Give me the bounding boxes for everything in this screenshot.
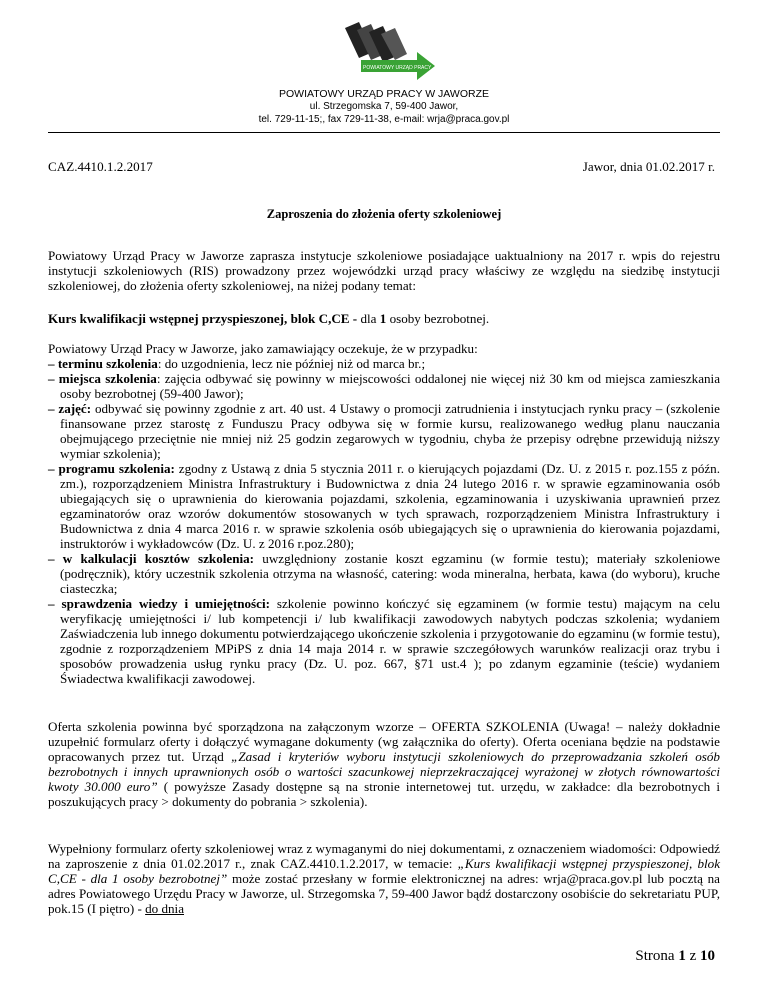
case-signature: CAZ.4410.1.2.2017	[48, 159, 153, 174]
list-item	[48, 461, 720, 551]
logo-caption: POWIATOWY URZĄD PRACY	[363, 65, 432, 71]
expectations-intro: Powiatowy Urząd Pracy w Jaworze, jako zamawiający oczekuje, że w przypadku:	[48, 341, 478, 356]
list-item	[48, 596, 720, 686]
submit-text-a: Wypełniony formularz oferty szkoleniowej wraz z wymaganymi do niej dokumentami, z oznaczeniem wiadomości: Odpowiedź na zaproszenie z dnia 01.02.2017 r., znak CAZ.4410.1.2.2017, w temacie:	[48, 841, 720, 871]
logo	[337, 22, 437, 80]
item-text: zgodny z Ustawą z dnia 5 stycznia 2011 r. o kierujących pojazdami (Dz. U. z 2015 r. poz.155 z późn. zm.), rozporządzeniem Ministra Infrastruktury i Budownictwa z dnia 24 lutego 2016 r. w sprawie egzaminowania osób ubiegających się o uprawnienia do kierowania pojazdami, szkolenia, egzaminowania i uzyskiwania uprawnień przez egzaminatorów oraz wzorów dokumentów stosowanych w tych sprawach, rozporządzeniem Ministra Infrastruktury i Budownictwa z dnia 4 marca 2016 r. w sprawie szkolenia osób ubiegających się o uprawnienia do kierowania pojazdami, instruktorów i wykładowców (Dz. U. z 2016 r.poz.280);	[60, 461, 721, 551]
item-lead: – programu szkolenia:	[48, 461, 175, 476]
item-lead: – w kalkulacji kosztów szkolenia:	[48, 551, 255, 566]
item-text: odbywać się powinny zgodnie z art. 40 ust. 4 Ustawy o promocji zatrudnienia i instytucjach rynku pracy – (szkolenie finansowane przez starostę z Funduszu Pracy odbywa się w formie kursu, realizowanego według planu nauczania obejmującego przeciętnie nie mniej niż 25 godzin zegarowych w tygodniu, chyba że przepisy odrębne przewidują niższy wymiar szkolenia);	[60, 401, 720, 461]
page-label: Strona	[635, 948, 675, 964]
offer-text-b: ( powyższe Zasady dostępne są na stronie internetowej tut. urzędu, w zakładce: dla bezrobotnych i poszukujących pracy > dokumenty do pobrania > szkolenia).	[48, 779, 720, 809]
course-line	[48, 311, 720, 326]
document-title: Zaproszenia do złożenia oferty szkoleniowej	[266, 207, 502, 221]
list-item	[48, 356, 720, 371]
list-item	[48, 371, 720, 401]
submit-text-b: może zostać przesłany w formie elektronicznej na adres: wrja@praca.gov.pl lub pocztą na adres Powiatowego Urzędu Pracy w Jaworze, ul. Strzegomska 7, 59-400 Jawor bądź dostarczony osobiście do sekretariatu PUP, pok.15 (I piętro) -	[48, 871, 720, 916]
page-total: 10	[700, 948, 715, 964]
item-text: : do uzgodnienia, lecz nie później niż od marca br.;	[157, 356, 426, 371]
office-address: ul. Strzegomska 7, 59-400 Jawor,	[309, 101, 459, 112]
list-item	[48, 551, 720, 596]
expectations	[48, 341, 720, 686]
course-for: dla	[360, 311, 377, 326]
page-current: 1	[678, 948, 686, 964]
office-contact: tel. 729-11-15;, fax 729-11-38, e-mail: wrja@praca.gov.pl	[258, 114, 510, 125]
offer-rules-title: „Zasad i kryteriów wyboru instytucji szkoleniowych do przeprowadzania szkoleń osób bezrobotnych i innych uprawnionych osób o wartości szacunkowej nieprzekraczającej wyrażonej w złotych równowartości kwoty 30.000 euro”	[48, 749, 720, 794]
place-date: Jawor, dnia 01.02.2017 r.	[582, 159, 715, 174]
course-count: 1	[379, 311, 387, 326]
item-lead: – miejsca szkolenia	[48, 371, 157, 386]
submit-subject: „Kurs kwalifikacji wstępnej przyspieszonej, blok C,CE - dla 1 osoby bezrobotnej”	[48, 856, 721, 886]
offer-paragraph	[48, 719, 720, 809]
item-lead: – terminu szkolenia	[48, 356, 158, 371]
list-item	[48, 401, 720, 461]
submit-deadline: do dnia	[145, 901, 185, 916]
page-number	[635, 948, 715, 965]
pup-jawor-logo-icon	[337, 22, 437, 80]
item-lead: – sprawdzenia wiedzy i umiejętności:	[48, 596, 270, 611]
item-text: : zajęcia odbywać się powinny w miejscowości oddalonej nie więcej niż 30 km od miejsca zamieszkania osoby bezrobotnej (59-400 Jawor);	[60, 371, 721, 401]
item-text: uwzględniony zostanie koszt egzaminu (w formie testu); materiały szkoleniowe (podręcznik), który uczestnik szkolenia otrzyma na własność, catering: woda mineralna, herbata, kawa (do wyboru), kruche ciasteczka;	[60, 551, 721, 596]
submission-paragraph	[48, 841, 720, 916]
header-divider	[48, 132, 720, 133]
offer-text-a: Oferta szkolenia powinna być sporządzona na załączonym wzorze – OFERTA SZKOLENIA (Uwaga! – należy dokładnie uzupełnić formularz oferty i dołączyć wymagane dokumenty (wg załącznika do oferty). Oferta oceniana będzie na podstawie opracowanych przez tut. Urząd	[48, 719, 720, 764]
intro-paragraph: Powiatowy Urząd Pracy w Jaworze zaprasza instytucje szkoleniowe posiadające uaktualniony na 2017 r. wpis do rejestru instytucji szkoleniowych (RIS) prowadzony przez wojewódzki urząd pracy właściwy ze względu na siedzibę instytucji szkoleniowej, do złożenia oferty szkoleniowej, na niżej podany temat:	[48, 248, 720, 293]
course-name: Kurs kwalifikacji wstępnej przyspieszonej, blok C,CE -	[48, 311, 358, 326]
office-name: POWIATOWY URZĄD PRACY W JAWORZE	[278, 88, 489, 100]
item-text: szkolenie powinno kończyć się egzaminem (w formie testu) mającym na celu weryfikację umiejętności i/ lub kompetencji i/ lub kwalifikacji zawodowych nabytych podczas szkolenia; wydaniem Zaświadczenia lub innego dokumentu potwierdzającego ukończenie szkolenia i przygotowanie do egzaminu (w formie testu), zgodnie z rozporządzeniem MPiPS z dnia 14 maja 2014 r. w sprawie szczegółowych warunków realizacji oraz trybu i sposobów prowadzenia usług rynku pracy (Dz. U. poz. 667, §71 ust.4 ); po zdanym egzaminie (teście) wydaniem Świadectwa kwalifikacji zawodowej.	[60, 596, 721, 686]
course-for-whom: osoby bezrobotnej.	[389, 311, 490, 326]
item-lead: – zajęć:	[48, 401, 92, 416]
page-sep: z	[689, 948, 697, 964]
